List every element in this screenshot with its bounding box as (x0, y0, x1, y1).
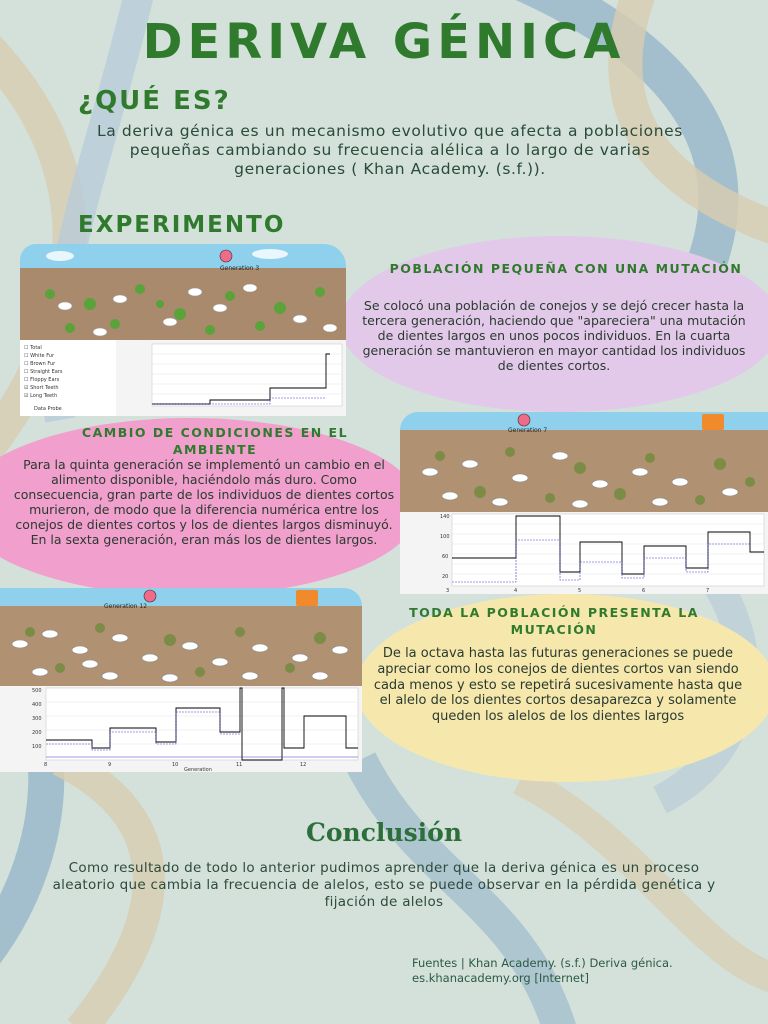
svg-text:4: 4 (514, 588, 518, 594)
svg-text:10: 10 (172, 762, 179, 768)
poster-title: DERIVA GÉNICA (142, 14, 626, 70)
svg-text:100: 100 (32, 744, 42, 750)
conclusion-text: Como resultado de todo lo anterior pudimos aprender que la deriva génica es un proceso aleatorio que cambia la frecuencia de alelos, esto se puede observar en la pérdida genética y fijación de alelos (52, 860, 716, 910)
svg-text:☐ Total: ☐ Total (24, 345, 42, 351)
svg-text:12: 12 (300, 762, 307, 768)
svg-text:6: 6 (642, 588, 646, 594)
question-heading: ¿QUÉ ES? (78, 86, 231, 116)
svg-text:8: 8 (44, 762, 48, 768)
simulation-screenshot-2 (400, 412, 768, 594)
definition-text: La deriva génica es un mecanismo evolutivo que afecta a poblaciones pequeñas cambiando su frecuencia alélica a lo largo de varias generaciones ( Khan Academy. (s.f.)). (97, 122, 683, 178)
svg-text:11: 11 (236, 762, 243, 768)
section-2-title: CAMBIO DE CONDICIONES EN EL AMBIENTE (81, 425, 349, 457)
conclusion-heading: Conclusión (305, 818, 463, 847)
svg-text:☐ White Fur: ☐ White Fur (24, 353, 55, 359)
sources-label: Fuentes | Khan Academy. (s.f.) Deriva génica. (412, 956, 673, 970)
svg-text:3: 3 (446, 588, 450, 594)
svg-text:Generation: Generation (184, 767, 212, 772)
svg-text:100: 100 (440, 534, 450, 540)
sources-citation (412, 956, 712, 986)
svg-text:200: 200 (32, 730, 42, 736)
simulation-screenshot-1 (20, 244, 346, 416)
section-3-title: TODA LA POBLACIÓN PRESENTA LA MUTACIÓN (409, 605, 699, 637)
svg-text:7: 7 (706, 588, 710, 594)
generation-label-1: Generation 3 (220, 265, 260, 272)
svg-text:☑ Short Teeth: ☑ Short Teeth (24, 385, 59, 391)
svg-text:☐ Straight Ears: ☐ Straight Ears (24, 369, 63, 375)
sources-url[interactable]: es.khanacademy.org [Internet] (412, 971, 589, 985)
svg-text:500: 500 (32, 688, 42, 694)
svg-text:☑ Long Teeth: ☑ Long Teeth (24, 393, 58, 399)
simulation-screenshot-3 (0, 588, 362, 772)
svg-text:9: 9 (108, 762, 112, 768)
svg-text:300: 300 (32, 716, 42, 722)
experiment-heading: EXPERIMENTO (78, 212, 286, 238)
svg-text:Data Probe: Data Probe (34, 406, 62, 412)
svg-text:Generation 12: Generation 12 (104, 603, 148, 610)
svg-text:☐ Floppy Ears: ☐ Floppy Ears (24, 377, 60, 383)
svg-text:60: 60 (442, 554, 449, 560)
svg-text:140: 140 (440, 514, 450, 520)
section-1-title: POBLACIÓN PEQUEÑA CON UNA MUTACIÓN (389, 261, 743, 276)
section-1-text: Se colocó una población de conejos y se dejó crecer hasta la tercera generación, haciendo que "apareciera" una mutación de dientes largos en unos pocos individuos. En la cuarta generación se mantuvieron en mayor cantidad los individuos de dientes cortos. (362, 298, 746, 373)
svg-text:☐ Brown Fur: ☐ Brown Fur (24, 361, 56, 367)
svg-text:400: 400 (32, 702, 42, 708)
svg-text:20: 20 (442, 574, 449, 580)
svg-text:Generation 7: Generation 7 (508, 427, 548, 434)
section-2-text: Para la quinta generación se implementó un cambio en el alimento disponible, haciéndolo más duro. Como consecuencia, gran parte de los individuos de dientes cortos murieron, de modo que la diferencia numérica entre los conejos de dientes cortos y los de dientes largos disminuyó. En la sexta generación, eran más los de dientes largos. (13, 457, 395, 547)
section-3-text: De la octava hasta las futuras generaciones se puede apreciar como los conejos de dientes cortos van siendo cada menos y esto se repetirá sucesivamente hasta que el alelo de los dientes cortos desaparezca y solamente queden los alelos de los dientes largos (373, 646, 743, 725)
svg-text:5: 5 (578, 588, 582, 594)
